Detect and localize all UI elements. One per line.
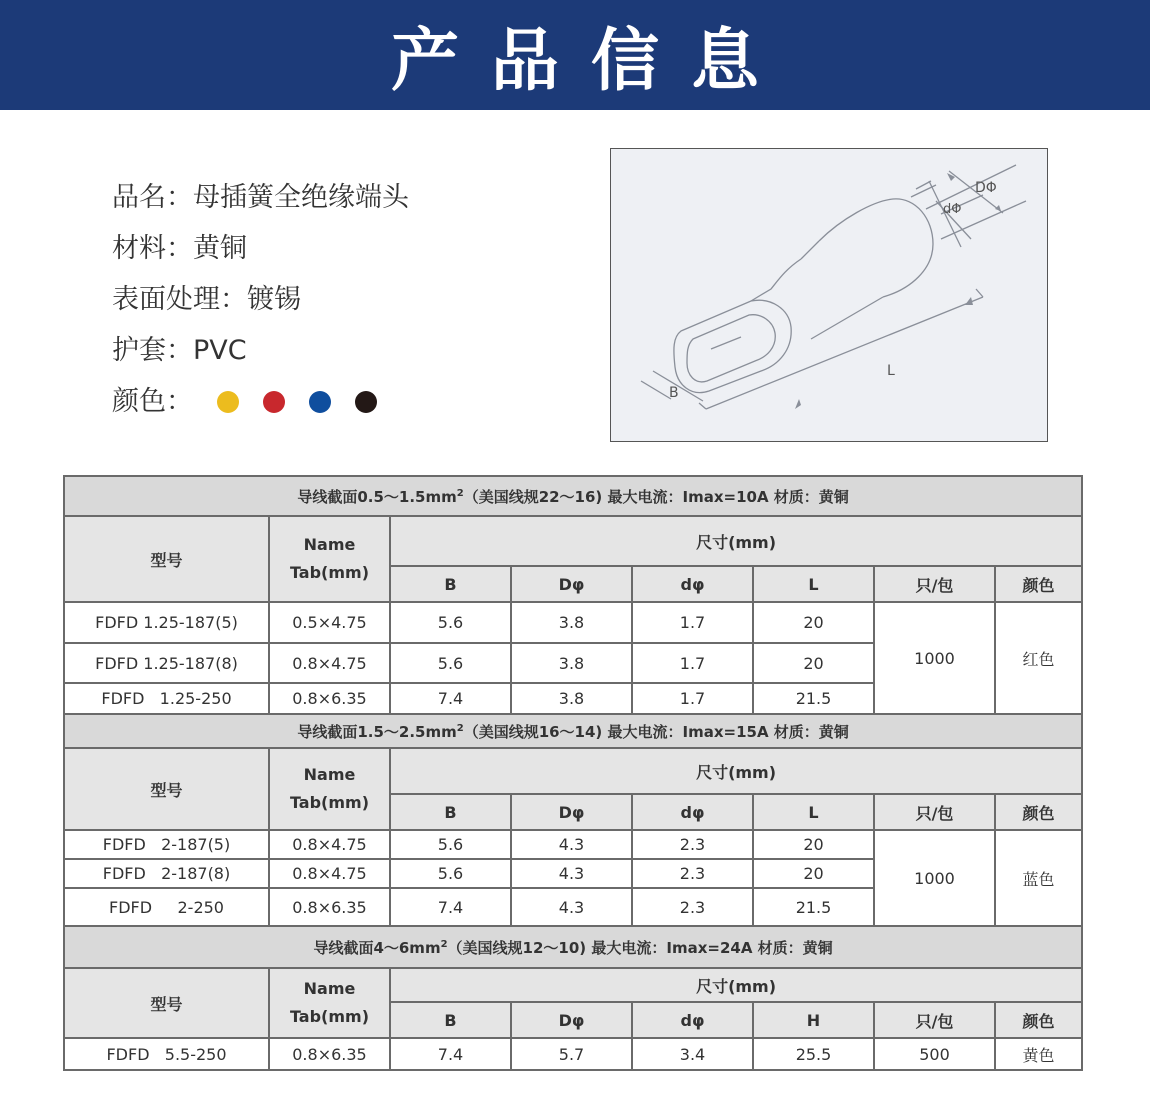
spec-table <box>63 475 1083 1071</box>
sleeve-value: PVC <box>193 334 247 366</box>
header-row-1 <box>64 516 1082 566</box>
qty-cell: 1000 <box>874 830 995 926</box>
color-swatch-yellow <box>217 391 239 413</box>
section-caption-3: 导线截面$4\sim 6mm^2$（美国线规12～10) 最大电流：Imax=24A 材质：黄铜 <box>64 926 1082 968</box>
section-caption-1: 导线截面$0.5\sim 1.5mm^2$（美国线规22～16) 最大电流：Imax=10A 材质：黄铜 <box>64 476 1082 516</box>
subheader-row-3: B Dφ dφ H 只/包 颜色 <box>64 1002 1082 1038</box>
page-title: 产品信息 <box>390 21 791 101</box>
terminal-drawing <box>611 149 1047 441</box>
label-L: L <box>887 363 895 379</box>
subheader-row-1: B Dφ dφ L 只/包 颜色 <box>64 566 1082 602</box>
col-size: 尺寸(mm) <box>390 516 1082 566</box>
table-row: FDFD 2-187(5) 0.8×4.75 5.6 4.3 2.3 20 1000 蓝色 <box>64 830 1082 859</box>
col-name-tab: Name Tab(mm) <box>269 516 390 602</box>
section-caption-2: 导线截面$1.5\sim 2.5mm^2$（美国线规16～14) 最大电流：Imax=15A 材质：黄铜 <box>64 714 1082 748</box>
label-d-phi: dΦ <box>943 202 962 217</box>
color-cell: 红色 <box>995 602 1082 714</box>
surface-label: 表面处理： <box>112 283 247 315</box>
qty-cell: 500 <box>874 1038 995 1070</box>
color-cell: 黄色 <box>995 1038 1082 1070</box>
sleeve-label: 护套： <box>112 334 193 366</box>
material-row <box>112 223 409 274</box>
page-banner <box>0 0 1150 110</box>
header-row-3: 型号 Name Tab(mm) 尺寸(mm) <box>64 968 1082 1002</box>
header-row-2: 型号 Name Tab(mm) 尺寸(mm) <box>64 748 1082 794</box>
label-D-phi: DΦ <box>975 180 997 196</box>
qty-cell: 1000 <box>874 602 995 714</box>
product-name-value: 母插簧全绝缘端头 <box>193 181 409 213</box>
table-row: FDFD 2-187(8) 0.8×4.75 5.6 4.3 2.3 20 <box>64 859 1082 888</box>
terminal-diagram <box>610 148 1048 442</box>
color-swatch-red <box>263 391 285 413</box>
product-name-row <box>112 172 409 223</box>
table-row: FDFD 1.25-250 0.8×6.35 7.4 3.8 1.7 21.5 <box>64 683 1082 714</box>
product-name-label: 品名： <box>112 181 193 213</box>
table-row: FDFD 2-250 0.8×6.35 7.4 4.3 2.3 21.5 <box>64 888 1082 926</box>
color-swatch-black <box>355 391 377 413</box>
table-row: FDFD 5.5-250 0.8×6.35 7.4 5.7 3.4 25.5 500 黄色 <box>64 1038 1082 1070</box>
surface-value: 镀锡 <box>247 283 301 315</box>
product-info <box>112 172 409 427</box>
label-B: B <box>669 385 679 401</box>
material-label: 材料： <box>112 232 193 264</box>
color-label: 颜色： <box>112 385 193 417</box>
color-swatch-blue <box>309 391 331 413</box>
color-cell: 蓝色 <box>995 830 1082 926</box>
col-model: 型号 <box>64 516 269 602</box>
color-row <box>112 376 409 427</box>
table-row: FDFD 1.25-187(8) 0.8×4.75 5.6 3.8 1.7 20 <box>64 643 1082 683</box>
table-row: FDFD 1.25-187(5) 0.5×4.75 5.6 3.8 1.7 20 1000 红色 <box>64 602 1082 643</box>
sleeve-row <box>112 325 409 376</box>
material-value: 黄铜 <box>193 232 247 264</box>
subheader-row-2: B Dφ dφ L 只/包 颜色 <box>64 794 1082 830</box>
surface-row <box>112 274 409 325</box>
